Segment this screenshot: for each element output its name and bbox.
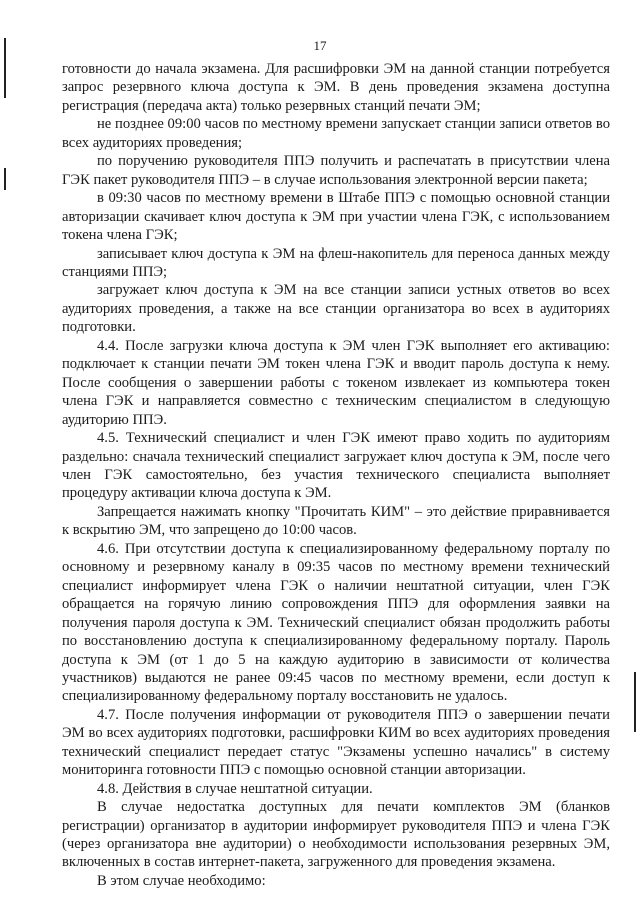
paragraph: по поручению руководителя ППЭ получить и распечатать в присутствии члена ГЭК пакет руководителя ППЭ – в случае использования электронной версии пакета; [62, 153, 610, 188]
paragraph: 4.4. После загрузки ключа доступа к ЭМ член ГЭК выполняет его активацию: подключает к станции печати ЭМ токен члена ГЭК и вводит пароль доступа к нему. После сообщения о завершении работы с токеном извлекает из компьютера токен члена ГЭК и направляется совместно с техническим специалистом в следующую аудиторию ППЭ. [62, 337, 610, 428]
scan-edge-mark [4, 168, 6, 190]
paragraph: В случае недостатка доступных для печати комплектов ЭМ (бланков регистрации) организатор в аудитории информирует руководителя ППЭ и члена ГЭК (через организатора вне аудитории) о необходимости использования резервных ЭМ, включенных в состав интернет-пакета, загруженного для проведения экзамена. [62, 799, 610, 871]
paragraph: 4.8. Действия в случае нештатной ситуации. [97, 780, 373, 797]
paragraph: 4.7. После получения информации от руководителя ППЭ о завершении печати ЭМ во всех аудиториях подготовки, расшифровки КИМ во всех аудиториях проведения технический специалист передает статус "Экзамены успешно начались" в систему мониторинга готовности ППЭ с помощью основной станции авторизации. [62, 706, 610, 779]
paragraph: в 09:30 часов по местному времени в Штабе ППЭ с помощью основной станции авторизации скачивает ключ доступа к ЭМ при участии члена ГЭК, с использованием токена члена ГЭК; [62, 190, 610, 244]
paragraph: 4.5. Технический специалист и член ГЭК имеют право ходить по аудиториям раздельно: сначала технический специалист загружает ключ доступа к ЭМ, после чего член ГЭК самостоятельно, без участия технического специалиста выполняет процедуру активации ключа доступа к ЭМ. [62, 430, 610, 502]
scan-edge-mark [634, 672, 636, 732]
paragraph: 4.6. При отсутствии доступа к специализированному федеральному порталу по основному и резервному каналу в 09:35 часов по местному времени технический специалист информирует члена ГЭК о наличии нештатной ситуации, член ГЭК обращается на горячую линию сопровождения ППЭ для оформления заявки на получения пароля доступа к ЭМ. Технический специалист обязан продолжить работы по восстановлению доступа к специализированному федеральному порталу. Пароль доступа к ЭМ (от 1 до 5 на каждую аудиторию в зависимости от количества участников) выдаются не ранее 09:45 часов по местному времени, если доступ к специализированному федеральному порталу восстановить не удалось. [62, 540, 610, 705]
paragraph: Запрещается нажимать кнопку "Прочитать КИМ" – это действие приравнивается к вскрытию ЭМ, что запрещено до 10:00 часов. [62, 503, 610, 539]
paragraph: не позднее 09:00 часов по местному времени запускает станции записи ответов во всех аудиториях проведения; [62, 116, 610, 151]
paragraph: готовности до начала экзамена. Для расшифровки ЭМ на данной станции потребуется запрос резервного ключа доступа к ЭМ. В день проведения экзамена доступна регистрация (передача акта) только резервных станций печати ЭМ; [62, 61, 610, 114]
paragraph: В этом случае необходимо: [97, 872, 266, 889]
paragraph: загружает ключ доступа к ЭМ на все станции записи устных ответов во всех аудиториях проведения, а также на все станции организатора во всех в аудиториях подготовки. [62, 282, 610, 336]
paragraph: записывает ключ доступа к ЭМ на флеш-накопитель для переноса данных между станциями ППЭ; [62, 245, 610, 280]
page-number: 17 [313, 38, 327, 53]
document-body [62, 60, 610, 890]
